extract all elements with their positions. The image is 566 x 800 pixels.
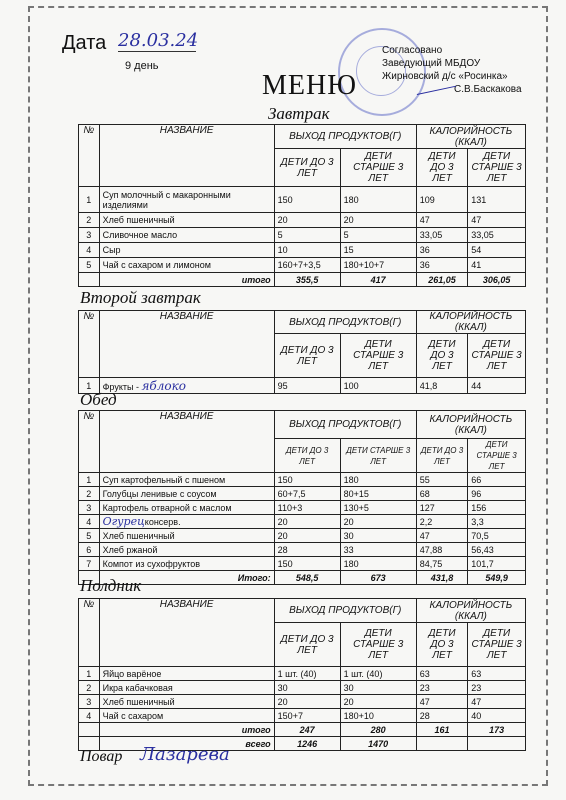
lunch-table (78, 410, 526, 585)
table-row: 5 Чай с сахаром и лимоном 160+7+3,5 180+10+7 36 41 (79, 258, 526, 273)
section-title-snack: Полдник (80, 576, 142, 595)
col-old: ДЕТИ СТАРШЕ 3 ЛЕТ (468, 439, 526, 473)
table-row: 5 Хлеб пшеничный 20 30 47 70,5 (79, 529, 526, 543)
table-row: 3 Картофель отварной с маслом 110+3 130+5 127 156 (79, 501, 526, 515)
approval-block (382, 44, 522, 96)
col-name: НАЗВАНИЕ (99, 411, 274, 473)
section-title-lunch: Обед (80, 390, 117, 409)
total-row: итого 355,5 417 261,05 306,05 (79, 273, 526, 287)
col-old: ДЕТИ СТАРШЕ 3 ЛЕТ (340, 439, 416, 473)
col-old: ДЕТИ СТАРШЕ 3 ЛЕТ (340, 334, 416, 378)
col-name: НАЗВАНИЕ (99, 311, 274, 378)
col-young: ДЕТИ ДО 3 ЛЕТ (274, 623, 340, 667)
col-cal: КАЛОРИЙНОСТЬ (ККАЛ) (416, 311, 525, 334)
col-no: № (79, 125, 100, 187)
col-cal: КАЛОРИЙНОСТЬ (ККАЛ) (416, 599, 525, 623)
snack-table (78, 598, 526, 751)
date-label: Дата (62, 32, 107, 54)
table-row: 7 Компот из сухофруктов 150 180 84,75 101,7 (79, 557, 526, 571)
col-no: № (79, 311, 100, 378)
approval-line: Заведующий МБДОУ (382, 58, 481, 69)
col-name: НАЗВАНИЕ (99, 125, 274, 187)
table-row: 2 Икра кабачковая 30 30 23 23 (79, 681, 526, 695)
col-old: ДЕТИ СТАРШЕ 3 ЛЕТ (340, 149, 416, 187)
date-value: 28.03.24 (118, 30, 199, 51)
col-old: ДЕТИ СТАРШЕ 3 ЛЕТ (468, 149, 526, 187)
total-row: Итого: 548,5 673 431,8 549,9 (79, 571, 526, 585)
approval-line: Жирновский д/с «Росинка» (382, 71, 508, 82)
col-old: ДЕТИ СТАРШЕ 3 ЛЕТ (468, 623, 526, 667)
table-row: 4 Сыр 10 15 36 54 (79, 243, 526, 258)
table-row: 1 Фрукты - яблоко 95 100 41,8 44 (79, 378, 526, 394)
col-young: ДЕТИ ДО 3 ЛЕТ (274, 149, 340, 187)
cook-name: Лазарева (140, 744, 230, 765)
col-young: ДЕТИ ДО 3 ЛЕТ (416, 334, 467, 378)
col-yield: ВЫХОД ПРОДУКТОВ(Г) (274, 411, 416, 439)
col-young: ДЕТИ ДО 3 ЛЕТ (416, 149, 467, 187)
col-old: ДЕТИ СТАРШЕ 3 ЛЕТ (468, 334, 526, 378)
approval-line: С.В.Баскакова (454, 84, 522, 95)
table-row: 3 Сливочное масло 5 5 33,05 33,05 (79, 228, 526, 243)
breakfast-table (78, 124, 526, 287)
table-row: 2 Голубцы ленивые с соусом 60+7,5 80+15 68 96 (79, 487, 526, 501)
day-number: 9 день (125, 60, 159, 72)
col-yield: ВЫХОД ПРОДУКТОВ(Г) (274, 311, 416, 334)
col-no: № (79, 411, 100, 473)
table-row: 1 Суп картофельный с пшеном 150 180 55 66 (79, 473, 526, 487)
table-row: 1 Суп молочный с макаронными изделиями 150 180 109 131 (79, 187, 526, 213)
page-title: МЕНЮ (262, 70, 357, 101)
table-row: 6 Хлеб ржаной 28 33 47,88 56,43 (79, 543, 526, 557)
col-old: ДЕТИ СТАРШЕ 3 ЛЕТ (340, 623, 416, 667)
col-cal: КАЛОРИЙНОСТЬ (ККАЛ) (416, 125, 525, 149)
col-no: № (79, 599, 100, 667)
approval-line: Согласовано (382, 45, 443, 56)
second-breakfast-table (78, 310, 526, 394)
section-title-breakfast: Завтрак (268, 104, 330, 123)
table-row: 4 Огурецконсерв. 20 20 2,2 3,3 (79, 515, 526, 529)
total-row: итого 247 280 161 173 (79, 723, 526, 737)
table-row: 2 Хлеб пшеничный 20 20 47 47 (79, 213, 526, 228)
col-cal: КАЛОРИЙНОСТЬ (ККАЛ) (416, 411, 525, 439)
col-yield: ВЫХОД ПРОДУКТОВ(Г) (274, 125, 416, 149)
col-young: ДЕТИ ДО 3 ЛЕТ (416, 439, 467, 473)
table-row: 3 Хлеб пшеничный 20 20 47 47 (79, 695, 526, 709)
table-row: 4 Чай с сахаром 150+7 180+10 28 40 (79, 709, 526, 723)
grand-total-row: всего 1246 1470 (79, 737, 526, 751)
col-young: ДЕТИ ДО 3 ЛЕТ (274, 334, 340, 378)
section-title-second-breakfast: Второй завтрак (80, 288, 201, 307)
col-young: ДЕТИ ДО 3 ЛЕТ (274, 439, 340, 473)
col-young: ДЕТИ ДО 3 ЛЕТ (416, 623, 467, 667)
col-yield: ВЫХОД ПРОДУКТОВ(Г) (274, 599, 416, 623)
col-name: НАЗВАНИЕ (99, 599, 274, 667)
table-row: 1 Яйцо варёное 1 шт. (40) 1 шт. (40) 63 63 (79, 667, 526, 681)
cook-label: Повар (80, 748, 123, 765)
